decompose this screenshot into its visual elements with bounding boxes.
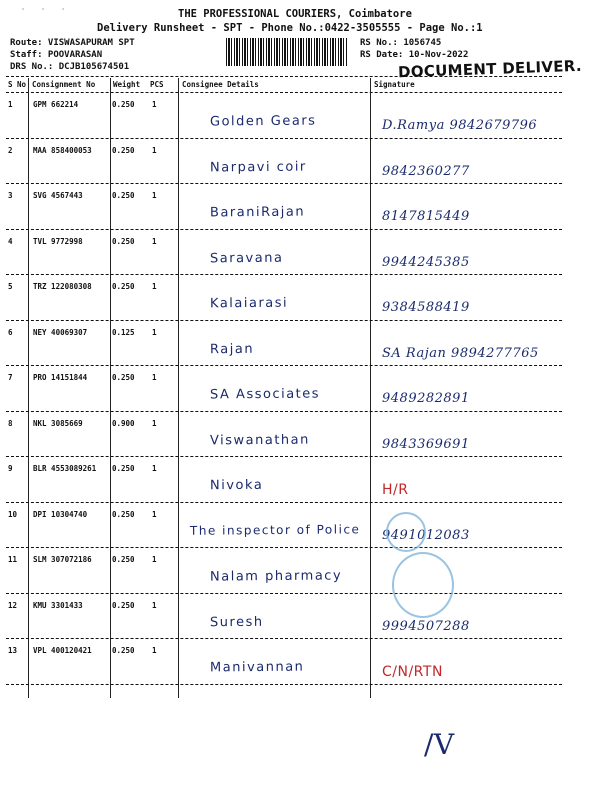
row-weight: 0.250 — [112, 600, 135, 610]
row-consignment-no: MAA 858400053 — [33, 145, 92, 155]
row-signature: 9842360277 — [382, 163, 470, 179]
col-consignment: Consignment No — [32, 80, 96, 89]
row-consignment-no: PRO 14151844 — [33, 373, 88, 382]
row-consignee: Saravana — [209, 250, 284, 266]
row-consignee: Suresh — [209, 614, 264, 630]
scan-specks: ˙ ˙ ˙ — [20, 8, 71, 19]
row-pcs: 1 — [152, 145, 157, 155]
row-sno: 13 — [8, 646, 18, 655]
row-sno: 3 — [8, 191, 13, 200]
row-sno: 11 — [8, 555, 18, 564]
row-weight: 0.250 — [112, 555, 135, 564]
row-divider — [6, 456, 562, 457]
row-consignment-no: NKL 3085669 — [33, 418, 83, 428]
row-weight: 0.250 — [112, 373, 135, 382]
row-divider — [6, 593, 562, 594]
row-pcs: 1 — [152, 555, 157, 564]
col-signature: Signature — [374, 80, 415, 89]
row-consignment-no: TVL 9772998 — [33, 236, 83, 246]
row-weight: 0.250 — [112, 464, 135, 473]
row-pcs: 1 — [152, 646, 157, 655]
row-signature: 9944245385 — [382, 254, 470, 270]
row-signature: SA Rajan 9894277765 — [382, 345, 539, 361]
row-consignee: Nalam pharmacy — [209, 568, 343, 585]
row-consignee: Nivoka — [209, 477, 264, 494]
row-consignment-no: SVG 4567443 — [33, 191, 83, 200]
barcode-image — [226, 38, 348, 66]
row-pcs: 1 — [152, 600, 157, 610]
row-sno: 6 — [8, 327, 13, 337]
row-consignment-no: SLM 307072186 — [33, 555, 92, 564]
col-sno: S No — [8, 80, 27, 89]
row-consignee: Manivannan — [209, 659, 305, 676]
row-consignment-no: NEY 40069307 — [33, 327, 88, 337]
row-consignment-no: VPL 400120421 — [33, 646, 92, 655]
row-pcs: 1 — [152, 327, 157, 337]
row-consignee: Kalaiarasi — [209, 295, 289, 312]
row-consignment-no: GPM 662214 — [33, 100, 79, 109]
row-consignee: SA Associates — [209, 386, 321, 403]
row-consignment-no: DPI 10304740 — [33, 509, 88, 519]
row-pcs: 1 — [152, 100, 157, 109]
row-consignment-no: KMU 3301433 — [33, 600, 83, 610]
footer-tick-mark: /V — [424, 728, 455, 761]
row-sno: 4 — [8, 236, 13, 246]
col-divider — [370, 78, 371, 698]
row-sno: 8 — [8, 418, 13, 428]
row-sno: 12 — [8, 600, 18, 610]
row-sno: 2 — [8, 145, 13, 155]
staff-label: Staff: POOVARASAN — [10, 50, 103, 60]
row-consignee: Narpavi coir — [209, 159, 307, 175]
row-signature: C/N/RTN — [382, 664, 443, 680]
rs-number: RS No.: 1056745 — [360, 38, 442, 48]
row-signature: 9491012083 — [382, 527, 470, 543]
row-pcs: 1 — [152, 418, 157, 428]
row-weight: 0.250 — [112, 236, 135, 246]
row-signature: 8147815449 — [382, 209, 470, 224]
row-pcs: 1 — [152, 373, 157, 382]
row-weight: 0.250 — [112, 282, 135, 291]
drs-label: DRS No.: DCJB105674501 — [10, 62, 130, 72]
row-sno: 7 — [8, 373, 13, 382]
row-sno: 9 — [8, 464, 13, 473]
document-delivered-stamp: DOCUMENT DELIVER. — [397, 56, 583, 82]
row-signature: 9384588419 — [382, 300, 470, 315]
col-divider — [28, 78, 29, 698]
row-consignee: The inspector of Police — [189, 521, 361, 538]
col-divider — [178, 78, 179, 698]
row-divider — [6, 365, 562, 366]
seal-stamp-image — [392, 552, 454, 618]
row-divider — [6, 138, 562, 139]
row-weight: 0.250 — [112, 646, 135, 655]
route-label: Route: VISWASAPURAM SPT — [10, 38, 135, 48]
row-divider — [6, 684, 562, 685]
row-consignment-no: TRZ 122080308 — [33, 282, 92, 291]
row-consignee: Rajan — [209, 341, 255, 357]
row-signature: 9994507288 — [382, 618, 470, 634]
row-consignee: BaraniRajan — [209, 204, 306, 221]
company-title: THE PROFESSIONAL COURIERS, Coimbatore — [178, 8, 412, 20]
row-signature: H/R — [382, 482, 409, 498]
row-weight: 0.250 — [112, 100, 135, 109]
row-sno: 1 — [8, 100, 13, 109]
row-consignee: Viswanathan — [209, 432, 310, 448]
row-weight: 0.250 — [112, 145, 135, 155]
row-pcs: 1 — [152, 509, 157, 519]
row-pcs: 1 — [152, 464, 157, 473]
row-divider — [6, 274, 562, 275]
runsheet-subtitle: Delivery Runsheet - SPT - Phone No.:0422-3505555 - Page No.:1 — [97, 22, 483, 34]
col-consignee: Consignee Details — [182, 80, 259, 89]
col-divider — [110, 78, 111, 698]
row-weight: 0.250 — [112, 191, 135, 200]
row-sno: 10 — [8, 509, 18, 519]
row-signature: 9489282891 — [382, 391, 470, 406]
row-weight: 0.125 — [112, 327, 135, 337]
col-weight: Weight — [113, 80, 141, 89]
row-divider — [6, 411, 562, 412]
header-bottom-rule — [6, 92, 562, 93]
row-signature: D.Ramya 9842679796 — [382, 118, 538, 133]
row-divider — [6, 320, 562, 321]
row-divider — [6, 638, 562, 639]
seal-stamp-image — [386, 512, 426, 552]
row-pcs: 1 — [152, 282, 157, 291]
row-pcs: 1 — [152, 191, 157, 200]
row-weight: 0.250 — [112, 509, 135, 519]
row-pcs: 1 — [152, 236, 157, 246]
row-divider — [6, 183, 562, 184]
col-pcs: PCS — [150, 80, 164, 89]
row-divider — [6, 502, 562, 503]
row-divider — [6, 547, 562, 548]
row-weight: 0.900 — [112, 418, 135, 428]
row-consignment-no: BLR 4553089261 — [33, 464, 97, 473]
header-top-rule — [6, 76, 562, 77]
row-divider — [6, 229, 562, 230]
row-signature: 9843369691 — [382, 436, 470, 452]
row-sno: 5 — [8, 282, 13, 291]
row-consignee: Golden Gears — [209, 113, 317, 130]
rs-date: RS Date: 10-Nov-2022 — [360, 50, 469, 60]
